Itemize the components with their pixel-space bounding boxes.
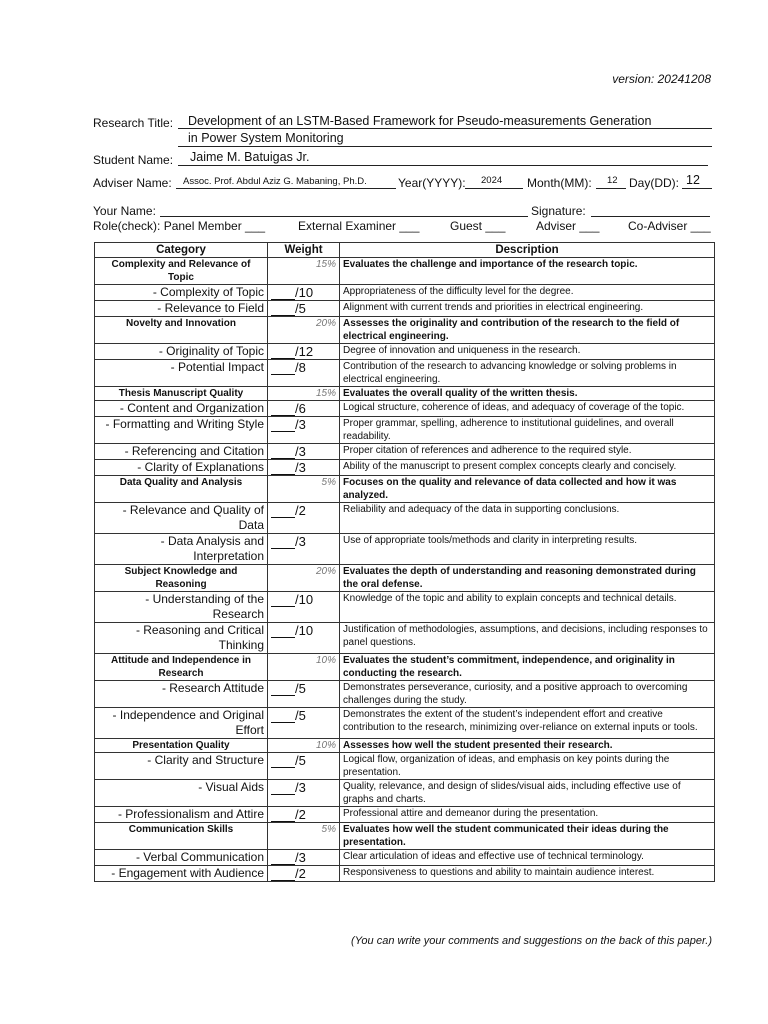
criterion-row [95,623,715,654]
criterion-description: Clear articulation of ideas and effective use of technical terminology. [340,850,715,866]
criterion-name: - Potential Impact [95,360,268,387]
role-guest-checkbox[interactable]: Guest ___ [450,219,506,233]
role-adviser-checkbox[interactable]: Adviser ___ [536,219,600,233]
criterion-description: Reliability and adequacy of the data in supporting conclusions. [340,503,715,534]
score-input[interactable] [271,852,295,865]
version-label: version: 20241208 [612,72,711,86]
score-input[interactable] [271,683,295,696]
criterion-name: - Data Analysis and Interpretation [95,534,268,565]
criterion-row [95,592,715,623]
criterion-name: - Formatting and Writing Style [95,417,268,444]
score-cell [268,807,340,823]
category-weight: 10% [268,654,340,681]
header-weight: Weight [268,243,340,258]
score-max: /2 [295,866,306,881]
header-category: Category [95,243,268,258]
category-row [95,565,715,592]
category-name: Presentation Quality [95,739,268,753]
score-max: /5 [295,708,306,723]
score-input[interactable] [271,462,295,475]
table-header-row [95,243,715,258]
criterion-name: - Content and Organization [95,401,268,417]
criterion-description: Use of appropriate tools/methods and clarity in interpreting results. [340,534,715,565]
criterion-description: Demonstrates the extent of the student’s independent effort and creative contribution to the research, minimizing over-reliance on external inputs or tools. [340,708,715,739]
score-cell [268,534,340,565]
score-input[interactable] [271,782,295,795]
criterion-row [95,360,715,387]
criterion-name: - Complexity of Topic [95,285,268,301]
role-external-examiner-checkbox[interactable]: External Examiner ___ [298,219,420,233]
criterion-row [95,503,715,534]
criterion-name: - Relevance and Quality of Data [95,503,268,534]
category-weight: 20% [268,565,340,592]
day-line [682,188,712,189]
criterion-description: Quality, relevance, and design of slides/visual aids, including effective use of graphs and charts. [340,780,715,807]
score-max: /2 [295,807,306,822]
category-row [95,739,715,753]
criterion-description: Justification of methodologies, assumptions, and decisions, including responses to panel questions. [340,623,715,654]
criterion-name: - Originality of Topic [95,344,268,360]
score-max: /5 [295,681,306,696]
criterion-description: Contribution of the research to advancing knowledge or solving problems in electrical engineering. [340,360,715,387]
rubric-table [94,242,715,882]
month-value[interactable]: 12 [607,175,618,186]
score-cell [268,866,340,882]
category-name: Complexity and Relevance of Topic [95,258,268,285]
adviser-name-value[interactable]: Assoc. Prof. Abdul Aziz G. Mabaning, Ph.D. [183,176,367,187]
criterion-description: Appropriateness of the difficulty level for the degree. [340,285,715,301]
criterion-name: - Visual Aids [95,780,268,807]
footer-note: (You can write your comments and suggestions on the back of this paper.) [351,935,712,947]
category-description: Assesses how well the student presented their research. [340,739,715,753]
criterion-description: Degree of innovation and uniqueness in the research. [340,344,715,360]
criterion-row [95,444,715,460]
score-cell [268,301,340,317]
month-line [596,188,626,189]
student-name-value[interactable]: Jaime M. Batuigas Jr. [190,150,310,164]
research-title-value-1[interactable]: Development of an LSTM-Based Framework for Pseudo-measurements Generation [188,114,652,128]
score-max: /10 [295,623,314,638]
criterion-row [95,850,715,866]
criterion-description: Knowledge of the topic and ability to explain concepts and technical details. [340,592,715,623]
criterion-description: Professional attire and demeanor during the presentation. [340,807,715,823]
category-weight: 5% [268,476,340,503]
criterion-description: Logical flow, organization of ideas, and emphasis on key points during the presentation. [340,753,715,780]
category-row [95,258,715,285]
score-max: /3 [295,460,306,475]
criterion-description: Demonstrates perseverance, curiosity, and a positive approach to overcoming challenges during the study. [340,681,715,708]
adviser-name-label: Adviser Name: [93,176,172,190]
category-weight: 15% [268,387,340,401]
category-row [95,654,715,681]
month-label: Month(MM): [527,176,592,190]
category-row [95,317,715,344]
research-title-label: Research Title: [93,116,174,130]
criterion-row [95,753,715,780]
score-input[interactable] [271,362,295,375]
score-max: /10 [295,285,314,300]
category-description: Evaluates how well the student communicated their ideas during the presentation. [340,823,715,850]
research-title-line-2 [178,146,712,147]
criterion-name: - Understanding of the Research [95,592,268,623]
score-cell [268,681,340,708]
student-name-label: Student Name: [93,153,174,167]
score-cell [268,360,340,387]
category-weight: 5% [268,823,340,850]
criterion-row [95,708,715,739]
score-cell [268,460,340,476]
score-cell [268,344,340,360]
score-input[interactable] [271,536,295,549]
score-max: /5 [295,301,306,316]
role-co-adviser-checkbox[interactable]: Co-Adviser ___ [628,219,711,233]
criterion-name: - Research Attitude [95,681,268,708]
criterion-row [95,534,715,565]
criterion-row [95,301,715,317]
criterion-name: - Professionalism and Attire [95,807,268,823]
category-row [95,387,715,401]
criterion-name: - Relevance to Field [95,301,268,317]
score-cell [268,417,340,444]
research-title-line-1 [178,128,712,129]
adviser-name-line [176,188,396,189]
category-weight: 10% [268,739,340,753]
criterion-description: Responsiveness to questions and ability to maintain audience interest. [340,866,715,882]
score-max: /10 [295,592,314,607]
student-name-line [178,165,708,166]
day-label: Day(DD): [629,176,679,190]
score-input[interactable] [271,303,295,316]
score-max: /3 [295,850,306,865]
score-cell [268,444,340,460]
score-cell [268,780,340,807]
day-value[interactable]: 12 [686,173,700,187]
score-input[interactable] [271,446,295,459]
research-title-value-2[interactable]: in Power System Monitoring [188,131,344,145]
category-description: Evaluates the student’s commitment, independence, and originality in conducting the research. [340,654,715,681]
category-weight: 15% [268,258,340,285]
criterion-name: - Reasoning and Critical Thinking [95,623,268,654]
score-cell [268,592,340,623]
category-row [95,823,715,850]
score-max: /2 [295,503,306,518]
criterion-name: - Verbal Communication [95,850,268,866]
score-input[interactable] [271,868,295,881]
category-description: Assesses the originality and contribution of the research to the field of electrical engineering. [340,317,715,344]
score-max: /6 [295,401,306,416]
year-label: Year(YYYY): [398,176,466,190]
score-max: /5 [295,753,306,768]
criterion-description: Logical structure, coherence of ideas, and adequacy of coverage of the topic. [340,401,715,417]
criterion-row [95,866,715,882]
score-input[interactable] [271,625,295,638]
score-cell [268,850,340,866]
score-input[interactable] [271,505,295,518]
score-cell [268,503,340,534]
score-input[interactable] [271,594,295,607]
score-max: /3 [295,780,306,795]
category-description: Evaluates the challenge and importance of the research topic. [340,258,715,285]
header-description: Description [340,243,715,258]
category-name: Data Quality and Analysis [95,476,268,503]
criterion-name: - Engagement with Audience [95,866,268,882]
criterion-name: - Clarity and Structure [95,753,268,780]
role-panel-member-checkbox[interactable]: Role(check): Panel Member ___ [93,219,266,233]
criterion-row [95,807,715,823]
criterion-row [95,401,715,417]
criterion-description: Proper grammar, spelling, adherence to institutional guidelines, and overall readability. [340,417,715,444]
your-name-input[interactable] [160,216,528,217]
score-cell [268,401,340,417]
category-description: Evaluates the depth of understanding and reasoning demonstrated during the oral defense. [340,565,715,592]
category-weight: 20% [268,317,340,344]
category-description: Evaluates the overall quality of the written thesis. [340,387,715,401]
criterion-row [95,285,715,301]
score-input[interactable] [271,419,295,432]
criterion-description: Proper citation of references and adherence to the required style. [340,444,715,460]
your-name-label: Your Name: [93,204,156,218]
criterion-name: - Clarity of Explanations [95,460,268,476]
category-name: Attitude and Independence in Research [95,654,268,681]
criterion-name: - Referencing and Citation [95,444,268,460]
score-cell [268,753,340,780]
score-max: /3 [295,534,306,549]
score-max: /12 [295,344,314,359]
category-description: Focuses on the quality and relevance of data collected and how it was analyzed. [340,476,715,503]
score-input[interactable] [271,403,295,416]
score-input[interactable] [271,346,295,359]
category-name: Subject Knowledge and Reasoning [95,565,268,592]
criterion-row [95,681,715,708]
score-input[interactable] [271,287,295,300]
signature-input[interactable] [591,216,710,217]
score-max: /3 [295,444,306,459]
criterion-description: Ability of the manuscript to present complex concepts clearly and concisely. [340,460,715,476]
score-cell [268,623,340,654]
score-cell [268,708,340,739]
criterion-row [95,344,715,360]
year-value[interactable]: 2024 [481,175,503,186]
criterion-row [95,417,715,444]
score-input[interactable] [271,809,295,822]
year-line [465,188,523,189]
criterion-name: - Independence and Original Effort [95,708,268,739]
criterion-row [95,780,715,807]
score-max: /3 [295,417,306,432]
category-row [95,476,715,503]
criterion-row [95,460,715,476]
score-max: /8 [295,360,306,375]
score-input[interactable] [271,755,295,768]
score-input[interactable] [271,710,295,723]
signature-label: Signature: [531,204,586,218]
criterion-description: Alignment with current trends and priorities in electrical engineering. [340,301,715,317]
category-name: Novelty and Innovation [95,317,268,344]
category-name: Communication Skills [95,823,268,850]
category-name: Thesis Manuscript Quality [95,387,268,401]
score-cell [268,285,340,301]
